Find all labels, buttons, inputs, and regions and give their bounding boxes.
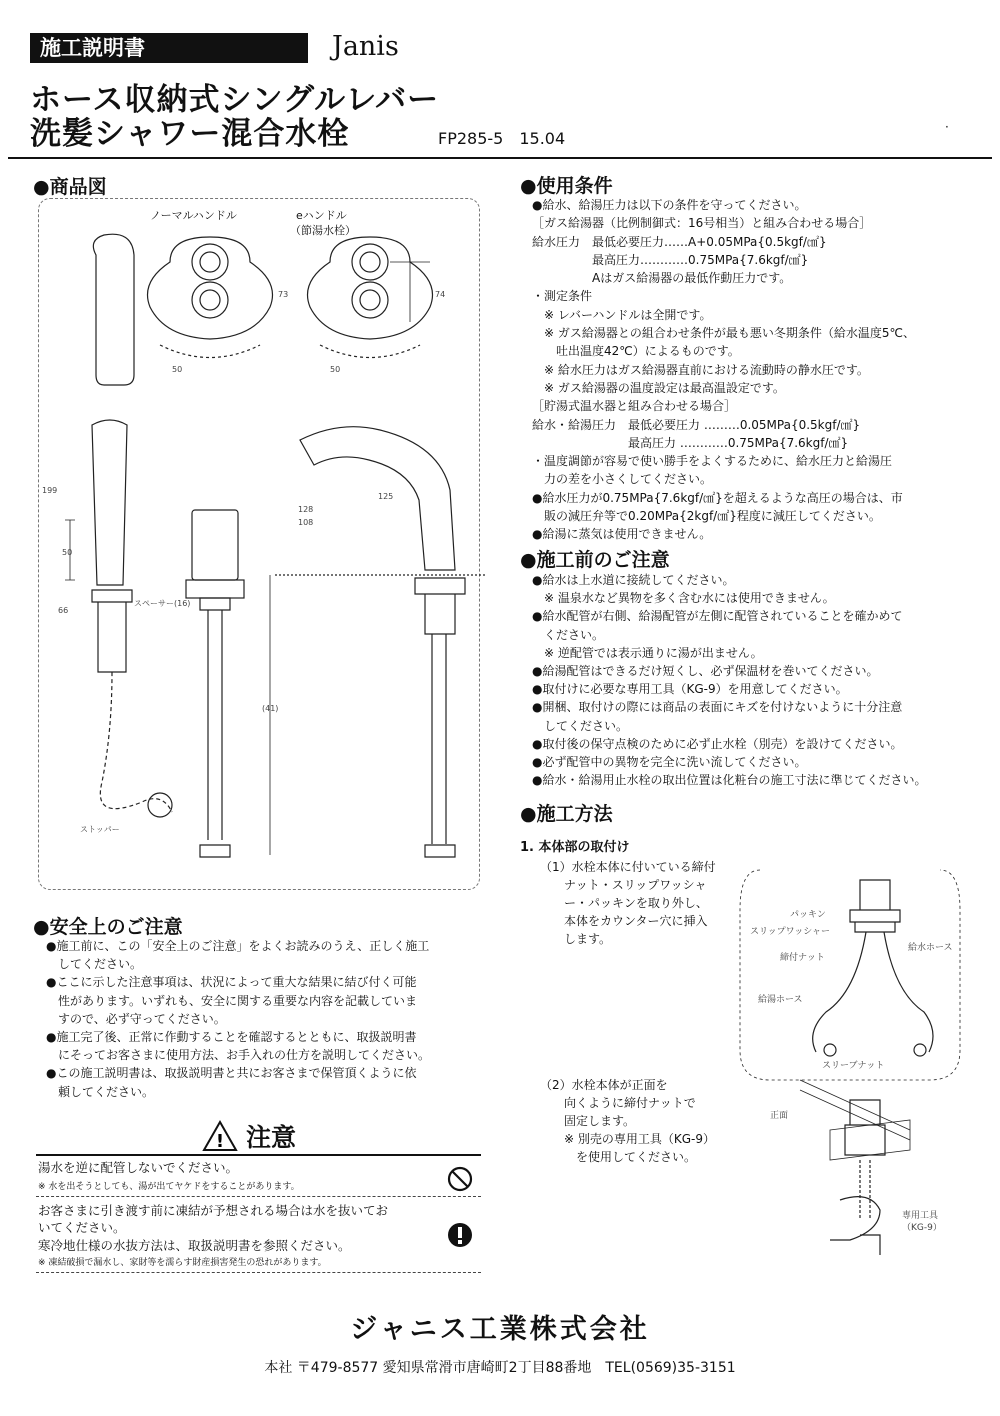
warn2-line1: お客さまに引き渡す前に凍結が予想される場合は水を抜いてお <box>38 1203 389 1218</box>
dim-e-left: 50 <box>330 365 341 374</box>
dim-spout-reach: 125 <box>378 492 394 501</box>
side-elevation <box>65 420 172 817</box>
label-front: 正面 <box>770 1111 789 1121</box>
safety-line: すので、必ず守ってください。 <box>46 1011 226 1026</box>
label-hot-hose: 給湯ホース <box>758 995 803 1005</box>
precaution-line: ●取付けに必要な専用工具（KG-9）を用意してください。 <box>532 682 848 697</box>
warn1-text: 湯水を逆に配管しないでください。 <box>38 1160 239 1175</box>
dim-normal-left: 50 <box>172 365 183 374</box>
stopper-label: ストッパー <box>80 825 120 834</box>
usage-line: ●給水圧力が0.75MPa{7.6kgf/㎠}を超えるような高圧の場合は、市 <box>532 490 903 505</box>
caution-triangle-icon <box>202 1120 238 1152</box>
e-handle-label: eハンドル <box>296 209 347 222</box>
label-supply-hose: 給水ホース <box>908 943 953 953</box>
usage-line: ・測定条件 <box>532 289 593 304</box>
label-tool-code: （KG-9） <box>902 1223 942 1233</box>
precaution-line: ●必ず配管中の異物を完全に洗い流してください。 <box>532 755 807 770</box>
usage-line: 吐出温度42℃）によるものです。 <box>532 344 740 359</box>
e-handle-top-view <box>308 237 433 358</box>
install-step2-drawing <box>800 1080 910 1255</box>
usage-line: 最高圧力…………0.75MPa{7.6kgf/㎠} <box>532 252 809 267</box>
warn-divider <box>36 1196 481 1197</box>
step2-line: （2）水栓本体が正面を <box>540 1078 668 1092</box>
normal-handle-top-view <box>148 237 273 358</box>
dim-e-height: 74 <box>435 290 446 299</box>
warn2-line2: いてください。 <box>38 1220 126 1235</box>
dim-normal-height: 73 <box>278 290 289 299</box>
usage-line: ・温度調節が容易で使い勝手をよくするために、給水圧力と給湯圧 <box>532 454 893 469</box>
precaution-line: ●給水は上水道に接続してください。 <box>532 573 735 587</box>
safety-line: 性があります。いずれも、安全に関する重要な内容を記載していま <box>46 993 418 1008</box>
precaution-line: ください。 <box>532 627 605 642</box>
product-heading: ●商品図 <box>33 176 107 198</box>
usage-line: ［ガス給湯器（比例制御式：16号相当）と組み合わせる場合］ <box>532 216 872 231</box>
usage-line: 販の減圧弁等で0.20MPa{2kgf/㎠}程度に減圧してください。 <box>532 509 881 524</box>
company-name: ジャニス工業株式会社 <box>350 1314 650 1345</box>
warn2-note: ※ 凍結破損で漏水し、家財等を濡らす財産損害発生の恐れがあります。 <box>38 1258 327 1268</box>
safety-line: ●施工前に、この「安全上のご注意」をよくお読みのうえ、正しく施工 <box>46 939 430 953</box>
step1-instructions <box>540 858 716 948</box>
usage-line: 給水圧力 最低必要圧力……A+0.05MPa{0.5kgf/㎠} <box>532 234 827 249</box>
dim-shank: (41) <box>262 704 279 713</box>
precaution-line: ●給水配管が右側、給湯配管が左側に配管されていることを確かめて <box>532 609 903 624</box>
usage-list <box>532 196 915 544</box>
dim-lever-travel: 50 <box>62 548 73 557</box>
safety-heading: ●安全上のご注意 <box>33 916 183 938</box>
label-nut: 締付ナット <box>780 953 825 963</box>
spacer-label: スペーサー(16) <box>134 599 191 608</box>
warn-bottom-rule <box>36 1272 481 1273</box>
step2-line: を使用してください。 <box>540 1150 697 1164</box>
step1-line: 本体をカウンター穴に挿入 <box>540 914 708 928</box>
precautions-heading: ●施工前のご注意 <box>520 549 670 571</box>
label-packing: パッキン <box>790 910 826 920</box>
precaution-line: ●給湯配管はできるだけ短くし、必ず保温材を巻いてください。 <box>532 664 879 679</box>
usage-line: 給水・給湯圧力 最低必要圧力 ………0.05MPa{0.5kgf/㎠} <box>532 417 861 432</box>
precautions-list <box>532 571 926 789</box>
safety-line: ●施工完了後、正常に作動することを確認するとともに、取扱説明書 <box>46 1030 417 1045</box>
normal-handle-label: ノーマルハンドル <box>150 209 237 222</box>
install-step1-drawing <box>740 870 960 1080</box>
doc-code: FP285-5 15.04 <box>438 129 566 148</box>
caution-title: 注意 <box>246 1123 297 1152</box>
doc-type-tag: 施工説明書 <box>30 33 308 63</box>
step2-line: 向くように締付ナットで <box>540 1096 696 1110</box>
brand-logo: Janis <box>332 31 399 62</box>
mandatory-icon <box>447 1222 473 1248</box>
label-slip-washer: スリップワッシャー <box>750 927 831 937</box>
dim-spout-height: 128 <box>298 505 314 514</box>
usage-line: ※ ガス給湯器の温度設定は最高温設定です。 <box>532 380 785 395</box>
step2-instructions <box>540 1076 715 1166</box>
product-title-line1: ホース収納式シングルレバー <box>30 82 440 118</box>
svg-text:!: ! <box>215 1131 225 1152</box>
product-title-line2: 洗髪シャワー混合水栓 <box>30 116 350 152</box>
warn2-line3: 寒冷地仕様の水抜方法は、取扱説明書を参照ください。 <box>38 1238 351 1253</box>
precaution-line: ●取付後の保守点検のために必ず止水栓（別売）を設けてください。 <box>532 736 903 751</box>
safety-list <box>46 937 430 1101</box>
dim-spout-height-2: 108 <box>298 518 314 527</box>
dim-base: 66 <box>58 606 69 615</box>
safety-line: ●ここに示した注意事項は、状況によって重大な結果に結び付く可能 <box>46 975 417 990</box>
safety-line: してください。 <box>46 957 143 972</box>
usage-line: 最高圧力 …………0.75MPa{7.6kgf/㎠} <box>532 435 849 450</box>
usage-line: ※ ガス給湯器との組合わせ条件が最も悪い冬期条件（給水温度5℃、 <box>532 326 915 341</box>
warn1-note: ※ 水を出そうとしても、湯が出てヤケドをすることがあります。 <box>38 1182 300 1192</box>
caution-rule <box>36 1154 481 1156</box>
usage-line: ※ 給水圧力はガス給湯器直前における流動時の静水圧です。 <box>532 362 869 377</box>
safety-line: にそってお客さまに使用方法、お手入れの仕方を説明してください。 <box>46 1048 431 1063</box>
precaution-line: ※ 逆配管では表示通りに湯が出ません。 <box>532 645 763 660</box>
e-handle-sublabel: （節湯水栓） <box>290 224 356 237</box>
dim-overall-height: 199 <box>42 486 58 495</box>
speck: · <box>945 120 949 134</box>
step2-line: ※ 別売の専用工具（KG-9） <box>540 1132 716 1146</box>
step1-line: ー・パッキンを取り外し、 <box>540 896 708 910</box>
lever-side-view <box>93 234 134 385</box>
usage-line: 力の差を小さくしてください。 <box>532 472 713 487</box>
step2-line: 固定します。 <box>540 1114 636 1128</box>
step1-line: ナット・スリップワッシャ <box>540 878 707 892</box>
label-sleeve-nut: スリーブナット <box>822 1061 885 1071</box>
prohibited-icon <box>447 1166 473 1192</box>
precaution-line: ※ 温泉水など異物を多く含む水には使用できません。 <box>532 591 835 606</box>
usage-heading: ●使用条件 <box>520 175 613 197</box>
company-address: 本社 〒479-8577 愛知県常滑市唐崎町2丁目88番地 TEL(0569)35-3151 <box>264 1360 736 1376</box>
usage-line: ［貯湯式温水器と組み合わせる場合］ <box>532 399 737 414</box>
step1-title: 1. 本体部の取付け <box>520 840 630 855</box>
safety-line: ●この施工説明書は、取扱説明書と共にお客さまで保管頂くように依 <box>46 1066 417 1081</box>
usage-line: ※ レバーハンドルは全開です。 <box>532 307 712 322</box>
step1-line: します。 <box>540 932 612 946</box>
safety-line: 頼してください。 <box>46 1084 155 1099</box>
usage-line: ●給水、給湯圧力は以下の条件を守ってください。 <box>532 198 807 212</box>
precaution-line: ●開梱、取付けの際には商品の表面にキズを付けないように十分注意 <box>532 700 903 715</box>
precaution-line: してください。 <box>532 718 629 733</box>
method-heading: ●施工方法 <box>520 803 613 825</box>
front-elevation <box>186 510 270 857</box>
step1-line: （1）水栓本体に付いている締付 <box>540 860 716 874</box>
usage-line: Aはガス給湯器の最低作動圧力です。 <box>532 271 792 286</box>
precaution-line: ●給水・給湯用止水栓の取出位置は化粧台の施工寸法に準じてください。 <box>532 773 927 788</box>
usage-line: ●給湯に蒸気は使用できません。 <box>532 527 712 542</box>
label-tool: 専用工具 <box>902 1211 939 1221</box>
